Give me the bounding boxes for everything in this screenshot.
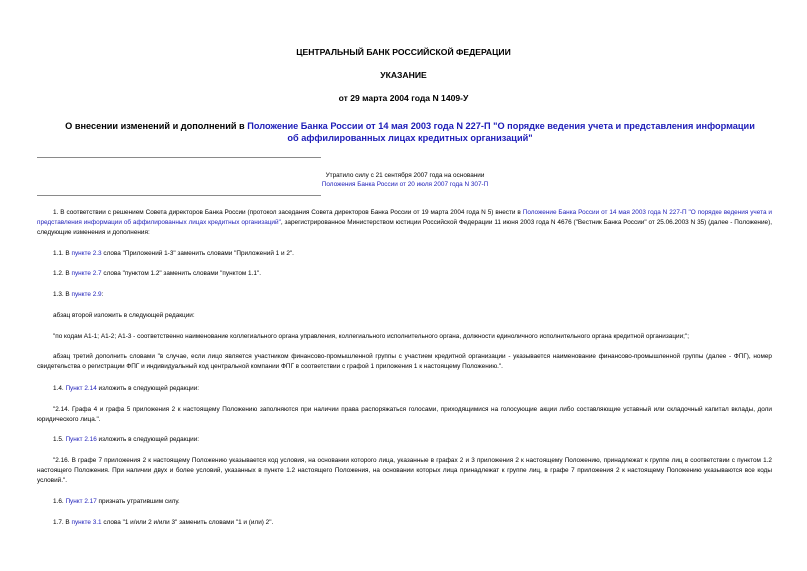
document-title: [60, 120, 760, 144]
paragraph-1-7: [37, 518, 772, 528]
paragraph-1-4-quote: "2.14. Графа 4 и графа 5 приложения 2 к настоящему Положению заполняются при наличии права распоряжаться голосами, приходящимися на голосующие акции либо составляющие уставный или складочный капитал вклады, доли юридического лица.".: [37, 406, 772, 423]
link-point-2-14[interactable]: Пункт 2.14: [65, 385, 97, 392]
paragraph-1-text-end: , зарегистрированное Министерством юстиции Российской Федерации 11 июня 2003 года N 4676 ("Вестник Банка России" от 25.06.2003 N 35) (далее - Положение), следующие изменения и дополнения:: [37, 219, 772, 236]
paragraph-1-6-text-end: признать утратившим силу.: [96, 498, 180, 505]
paragraph-1-3: [37, 290, 772, 300]
paragraph-1-3-sub2: абзац третий дополнить словами "в случае, если лицо является участником финансово-промышленной группы с участием кредитной организации - указывается наименование финансово-промышленной группы (далее - ФПГ), номер свидетельства о регистрации ФПГ и индивидуальный код центральной компании ФПГ в соответствии с графой 1 приложения 1 к настоящему Положению.".: [37, 353, 772, 370]
link-point-2-17[interactable]: Пункт 2.17: [65, 498, 97, 505]
paragraph-1-3-text: 1.3. В: [53, 291, 72, 298]
paragraph-1-1: [37, 249, 772, 259]
link-point-2-3[interactable]: пункте 2.3: [71, 250, 102, 257]
divider-top: [37, 157, 321, 158]
paragraph-1-text: 1. В соответствии с решением Совета директоров Банка России (протокол заседания Совета директоров Банка России от 19 марта 2004 года N 5) внести в: [53, 209, 523, 216]
repeal-note-text: Утратило силу с 21 сентября 2007 года на основании: [325, 172, 485, 179]
link-point-2-16[interactable]: Пункт 2.16: [65, 436, 97, 443]
paragraph-1-7-text-end: слова "1 и/или 2 и/или 3" заменить словами "1 и (или) 2".: [101, 519, 274, 526]
title-prefix: О внесении изменений и дополнений в: [65, 121, 248, 131]
paragraph-1-1-text-end: слова "Приложений 1-3" заменить словами "Приложений 1 и 2".: [101, 250, 294, 257]
repeal-note-link[interactable]: Положения Банка России от 20 июля 2007 года N 307-П: [321, 181, 489, 188]
paragraph-1-2: [37, 269, 772, 279]
paragraph-1-7-text: 1.7. В: [53, 519, 72, 526]
paragraph-1-4-text-end: изложить в следующей редакции:: [96, 385, 200, 392]
regulation-link[interactable]: Положение Банка России от 14 мая 2003 года N 227-П "О порядке ведения учета и представления информации об аффилированных лицах кредитных организаций": [37, 209, 772, 226]
paragraph-1-4: [37, 384, 772, 394]
document-date-number: от 29 марта 2004 года N 1409-У: [338, 93, 469, 103]
paragraph-1-5-text-end: изложить в следующей редакции:: [96, 436, 200, 443]
paragraph-1-1-text: 1.1. В: [53, 250, 72, 257]
paragraph-1-6-text: 1.6.: [53, 498, 66, 505]
paragraph-1-3-sub1: абзац второй изложить в следующей редакции:: [53, 312, 195, 319]
paragraph-1-5: [37, 435, 772, 445]
paragraph-1-3-quote: "по кодам А1-1; А1-2; А1-3 - соответственно наименование коллегиального органа управления, коллегиального исполнительного органа, должности единоличного исполнительного органа кредитной организации;";: [53, 333, 689, 340]
repeal-note: [240, 171, 570, 189]
paragraph-1-5-text: 1.5.: [53, 436, 66, 443]
title-link[interactable]: Положение Банка России от 14 мая 2003 года N 227-П "О порядке ведения учета и представления информации об аффилированных лицах кредитных организаций": [247, 121, 755, 143]
divider-bottom: [37, 195, 321, 196]
document-type: УКАЗАНИЕ: [380, 70, 427, 80]
paragraph-1-2-text: 1.2. В: [53, 270, 72, 277]
org-name: ЦЕНТРАЛЬНЫЙ БАНК РОССИЙСКОЙ ФЕДЕРАЦИИ: [296, 47, 511, 57]
paragraph-1-3-text-end: :: [101, 291, 104, 298]
paragraph-1: [37, 208, 772, 238]
paragraph-1-2-text-end: слова "пунктом 1.2" заменить словами "пунктом 1.1".: [101, 270, 261, 277]
link-point-3-1[interactable]: пункте 3.1: [71, 519, 102, 526]
link-point-2-7[interactable]: пункте 2.7: [71, 270, 102, 277]
paragraph-1-5-quote: "2.16. В графе 7 приложения 2 к настоящему Положению указывается код условия, на основании которого лица, указанные в графах 2 и 3 приложения 2 к настоящему Положению, принадлежат к группе лиц в соответствии с пунктом 1.2 настоящего Положения. При наличии двух и более условий, указанных в пункте 1.2 настоящего Положения, на основании которых лица принадлежат к группе лиц, в графе 7 приложения 2 к настоящему Положению указываются все коды условий.".: [37, 457, 772, 484]
link-point-2-9[interactable]: пункте 2.9: [71, 291, 102, 298]
paragraph-1-4-text: 1.4.: [53, 385, 66, 392]
paragraph-1-6: [37, 497, 772, 507]
